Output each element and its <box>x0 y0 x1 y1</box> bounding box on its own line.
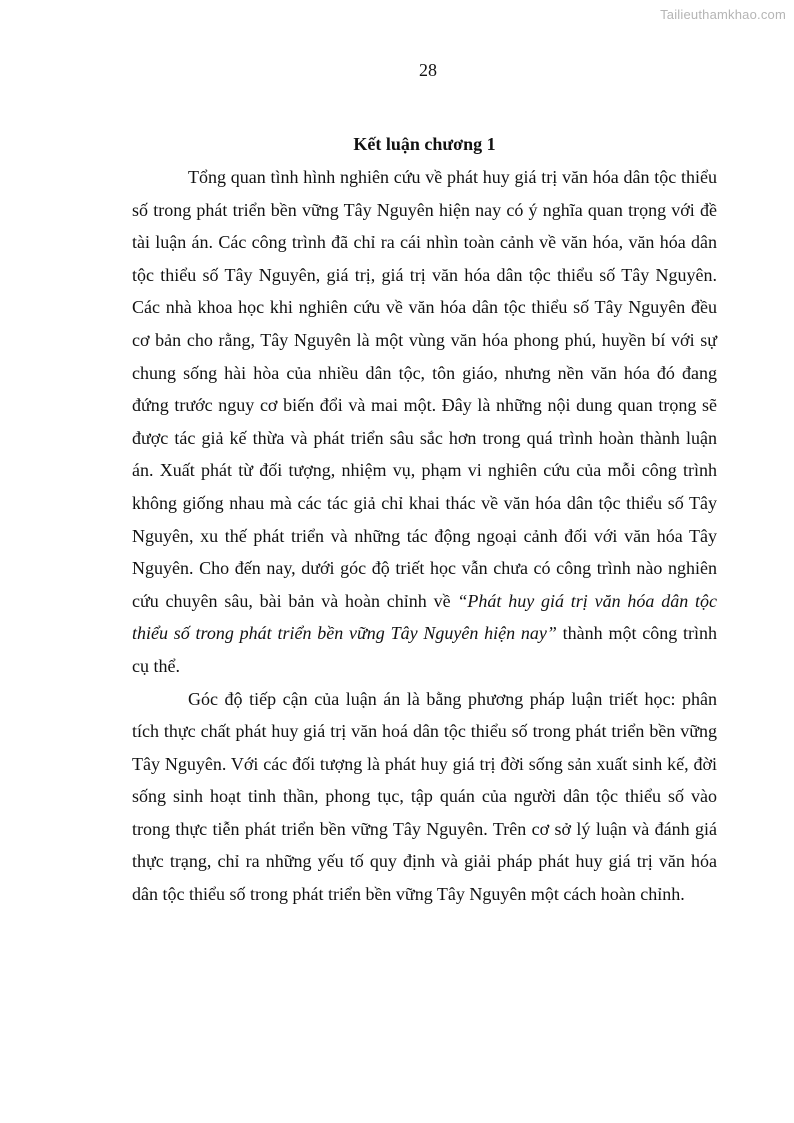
paragraph-1-text-end: thành một công trình cụ thể. <box>132 623 717 676</box>
paragraph-2: Góc độ tiếp cận của luận án là bằng phương pháp luận triết học: phân tích thực chất phát huy giá trị văn hoá dân tộc thiểu số trong phát triển bền vững Tây Nguyên. Với các đối tượng là phát huy giá trị đời sống sản xuất sinh kế, đời sống sinh hoạt tinh thần, phong tục, tập quán của người dân tộc thiểu số vào trong thực tiễn phát triển bền vững Tây Nguyên. Trên cơ sở lý luận và đánh giá thực trạng, chỉ ra những yếu tố quy định và giải pháp phát huy giá trị văn hóa dân tộc thiểu số trong phát triển bền vững Tây Nguyên một cách hoàn chỉnh. <box>132 688 717 905</box>
page-number: 28 <box>419 60 437 80</box>
paragraph-1 <box>132 161 717 683</box>
document-body <box>132 130 717 911</box>
paragraph-1-italic-title: “Phát huy giá trị văn hóa dân tộc thiểu số trong phát triển bền vững Tây Nguyên hiện nay” <box>132 590 717 644</box>
watermark: Tailieuthamkhao.com <box>660 7 786 22</box>
chapter-heading: Kết luận chương 1 <box>353 134 496 154</box>
paragraph-1-text: Tổng quan tình hình nghiên cứu về phát huy giá trị văn hóa dân tộc thiểu số trong phát triển bền vững Tây Nguyên hiện nay có ý nghĩa quan trọng với đề tài luận án. Các công trình đã chỉ ra cái nhìn toàn cảnh về văn hóa, văn hóa dân tộc thiểu số Tây Nguyên, giá trị, giá trị văn hóa dân tộc thiểu số Tây Nguyên. Các nhà khoa học khi nghiên cứu về văn hóa dân tộc thiểu số Tây Nguyên đều cơ bản cho rằng, Tây Nguyên là một vùng văn hóa phong phú, huyền bí với sự chung sống hài hòa của nhiều dân tộc, tôn giáo, nhưng nền văn hóa đó đang đứng trước nguy cơ biến đổi và mai một. Đây là những nội dung quan trọng sẽ được tác giả kế thừa và phát triển sâu sắc hơn trong quá trình hoàn thành luận án. Xuất phát từ đối tượng, nhiệm vụ, phạm vi nghiên cứu của mỗi công trình không giống nhau mà các tác giả chỉ khai thác về văn hóa dân tộc thiểu số Tây Nguyên, xu thế phát triển và những tác động ngoại cảnh đối với văn hóa Tây Nguyên. Cho đến nay, dưới góc độ triết học vẫn chưa có công trình nào nghiên cứu chuyên sâu, bài bản và hoàn chỉnh về <box>132 167 717 611</box>
